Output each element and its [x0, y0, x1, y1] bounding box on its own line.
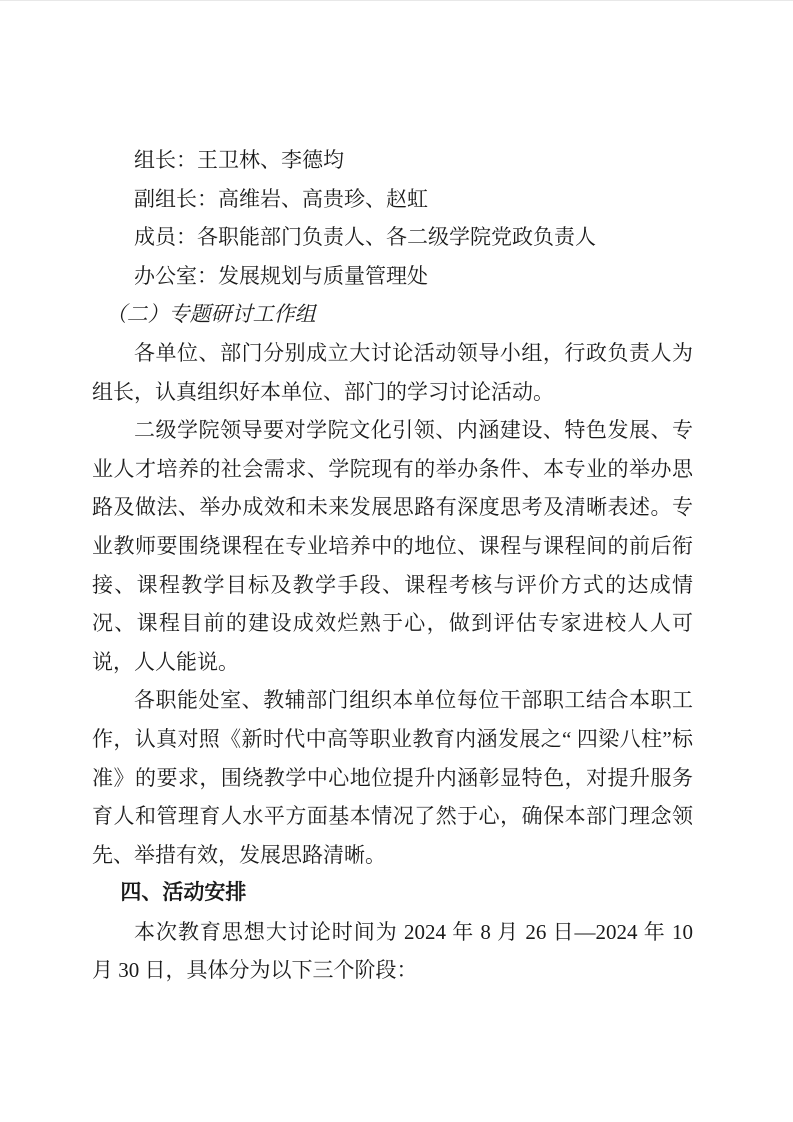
- doc-paragraph: 组长：王卫林、李德均: [134, 148, 344, 172]
- doc-paragraph: 各单位、部门分别成立大讨论活动领导小组，行政负责人为组长，认真组织好本单位、部门的学习讨论活动。: [92, 340, 693, 404]
- doc-paragraph: 办公室：发展规划与质量管理处: [134, 263, 428, 288]
- page-top-edge: [0, 0, 793, 1]
- doc-paragraph: 二级学院领导要对学院文化引领、内涵建设、特色发展、专业人才培养的社会需求、学院现有的举办条件、本专业的举办思路及做法、举办成效和未来发展思路有深度思考及清晰表述。专业教师要围绕课程在专业培养中的地位、课程与课程间的前后衔接、课程教学目标及教学手段、课程考核与评价方式的达成情况、课程目前的建设成效烂熟于心，做到评估专家进校人人可说，人人能说。: [92, 418, 693, 674]
- section-heading-bold: 四、活动安排: [120, 881, 247, 905]
- section-heading-kai: （二）专题研讨工作组: [105, 302, 316, 327]
- doc-paragraph: 本次教育思想大讨论时间为 2024 年 8 月 26 日—2024 年 10 月 30 日，具体分为以下三个阶段：: [92, 919, 693, 983]
- doc-paragraph: 成员：各职能部门负责人、各二级学院党政负责人: [134, 225, 596, 250]
- doc-paragraph: 各职能处室、教辅部门组织本单位每位干部职工结合本职工作，认真对照《新时代中高等职业教育内涵发展之“ 四梁八柱”标准》的要求，围绕教学中心地位提升内涵彰显特色，对提升服务育人和管理育人水平方面基本情况了然于心，确保本部门理念领先、举措有效，发展思路清晰。: [92, 688, 693, 867]
- doc-paragraph: 副组长：高维岩、高贵珍、赵虹: [134, 186, 428, 211]
- document-body: [92, 141, 693, 990]
